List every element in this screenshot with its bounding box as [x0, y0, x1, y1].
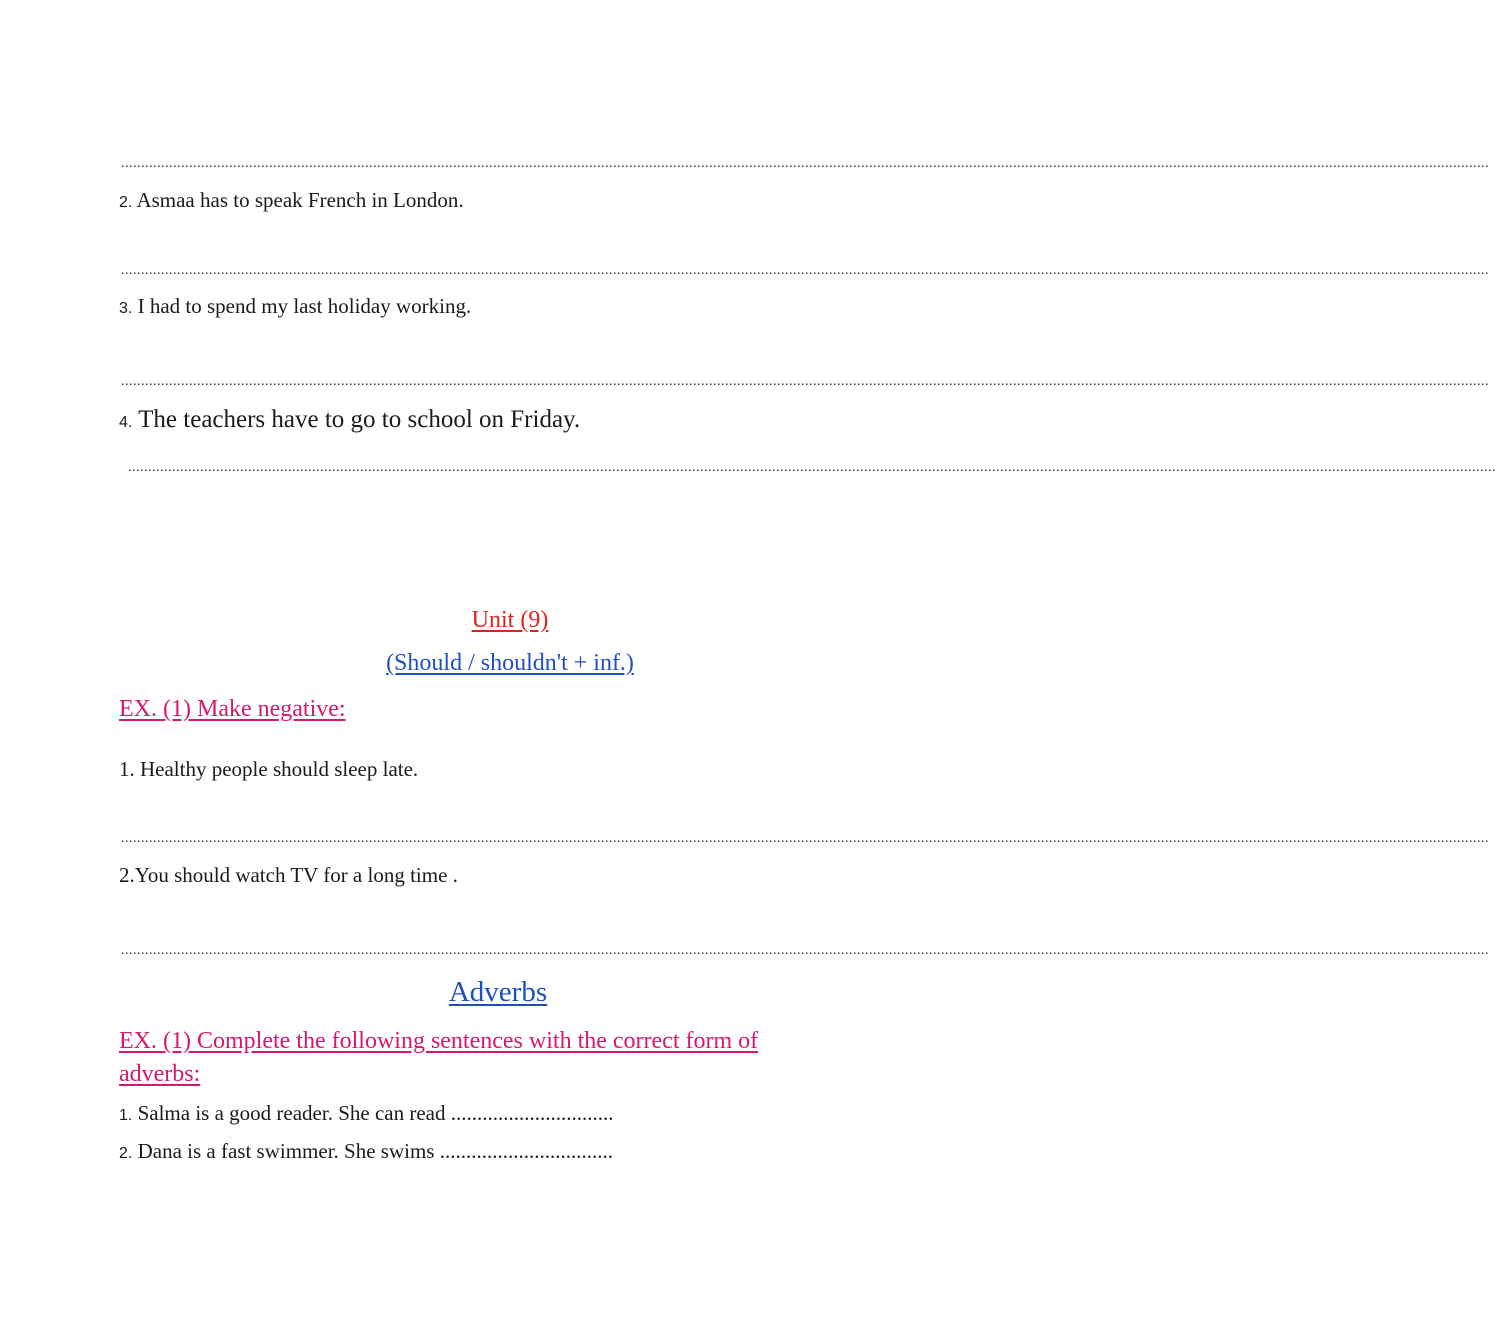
answer-line-4: ...................................................................................................................................................................................................................................................................................................................................................... — [128, 460, 1496, 475]
question-2-text: Asmaa has to speak French in London. — [136, 188, 464, 212]
adverbs-exercise-title-line2: adverbs: — [119, 1061, 201, 1087]
answer-line-1: ...................................................................................................................................................................................................................................................................................................................................................... — [121, 156, 1489, 171]
adverbs-item-2-number: 2. — [119, 1145, 133, 1162]
unit-subtitle: (Should / shouldn't + inf.) — [386, 650, 634, 676]
question-2-number: 2. — [119, 194, 133, 211]
adverbs-item-2 — [119, 1138, 613, 1167]
question-3-text: I had to spend my last holiday working. — [137, 294, 472, 318]
adverbs-title: Adverbs — [448, 976, 548, 1008]
adverbs-item-1-text: Salma is a good reader. She can read ............................... — [137, 1101, 614, 1125]
adverbs-item-1-number: 1. — [119, 1107, 133, 1124]
adverbs-item-2-text: Dana is a fast swimmer. She swims ................................. — [137, 1139, 613, 1163]
question-3 — [119, 293, 471, 322]
question-3-number: 3. — [119, 300, 133, 317]
negative-answer-line-1: ...................................................................................................................................................................................................................................................................................................................................................... — [121, 831, 1489, 846]
answer-line-2: ...................................................................................................................................................................................................................................................................................................................................................... — [121, 263, 1489, 278]
answer-line-3: ...................................................................................................................................................................................................................................................................................................................................................... — [121, 374, 1489, 389]
question-4-number: 4. — [119, 414, 133, 431]
negative-item-2: 2.You should watch TV for a long time . — [119, 863, 458, 887]
exercise-negative-title: EX. (1) Make negative: — [119, 696, 346, 722]
unit-title: Unit (9) — [471, 607, 549, 633]
negative-answer-line-2: ...................................................................................................................................................................................................................................................................................................................................................... — [121, 943, 1489, 958]
negative-item-1: 1. Healthy people should sleep late. — [119, 757, 419, 781]
adverbs-exercise-title-line1: EX. (1) Complete the following sentences with the correct form of — [119, 1028, 759, 1054]
question-4 — [119, 405, 580, 438]
question-4-text: The teachers have to go to school on Friday. — [138, 406, 581, 433]
question-2 — [119, 187, 464, 216]
adverbs-item-1 — [119, 1100, 613, 1129]
